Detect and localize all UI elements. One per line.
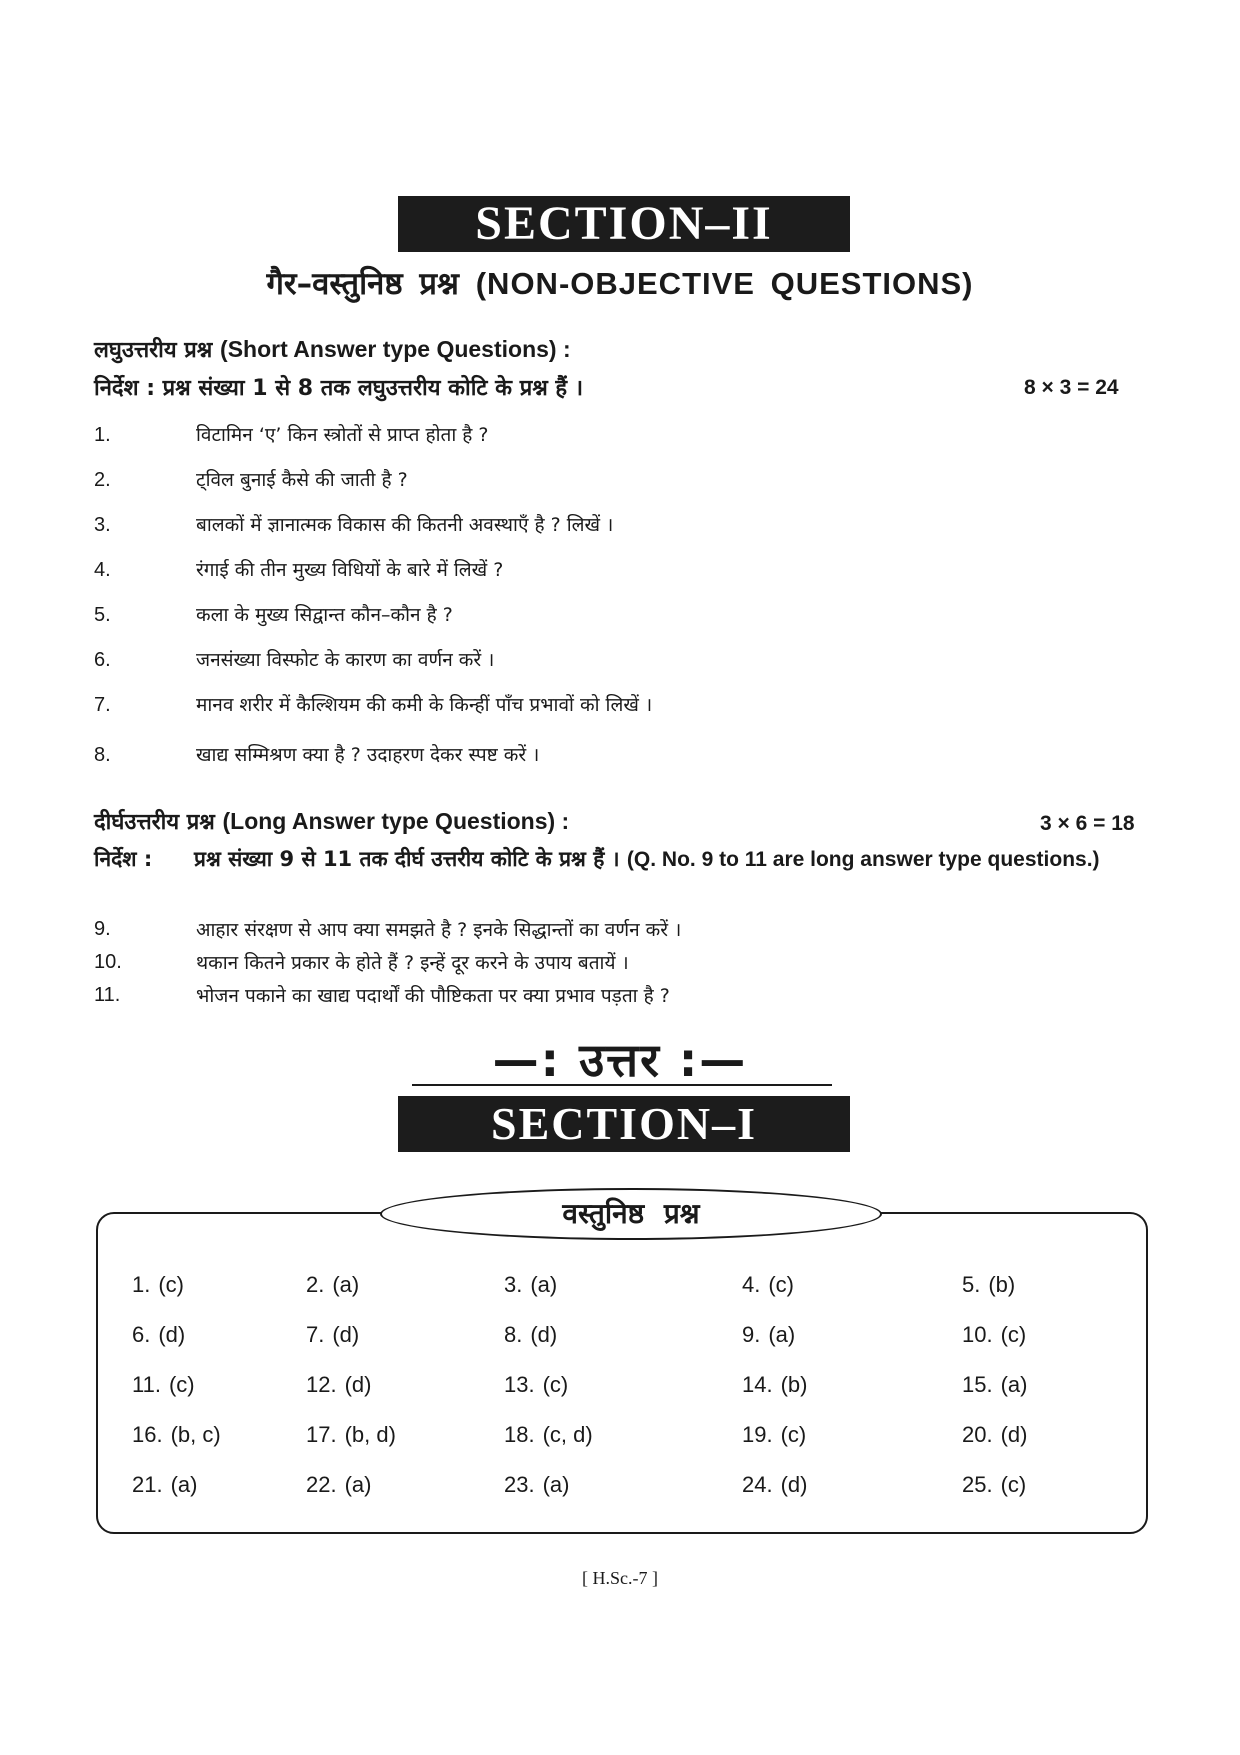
- answer-item: 17. (b, d): [306, 1422, 396, 1447]
- question-number: 5.: [94, 604, 111, 626]
- short-instruction: निर्देश : प्रश्न संख्या 1 से 8 तक लघुउत्तरीय कोटि के प्रश्न हैं ।: [94, 376, 584, 401]
- question-text: ट्विल बुनाई कैसे की जाती है ?: [196, 469, 408, 491]
- instruction-hindi: प्रश्न संख्या 9 से 11 तक दीर्घ उत्तरीय कोटि के प्रश्न हैं ।: [194, 847, 620, 871]
- short-marks: 8 × 3 = 24: [1024, 376, 1119, 399]
- answer-item: 25. (c): [962, 1472, 1027, 1497]
- long-instruction: [94, 842, 1154, 877]
- question-text: विटामिन ‘ए’ किन स्त्रोतों से प्राप्त होता है ?: [196, 424, 489, 446]
- answer-item: 21. (a): [132, 1472, 198, 1497]
- section-1-banner: SECTION–I: [398, 1096, 850, 1152]
- short-label-hindi: लघुउत्तरीय प्रश्न: [94, 338, 213, 363]
- answer-item: 6. (d): [132, 1322, 186, 1347]
- question-text: आहार संरक्षण से आप क्या समझते है ? इनके सिद्धान्तों का वर्णन करें ।: [196, 919, 682, 941]
- answer-item: 18. (c, d): [504, 1422, 593, 1447]
- answer-key-title: वस्तुनिष्ठ प्रश्न: [380, 1188, 882, 1240]
- answer-item: 14. (b): [742, 1372, 808, 1397]
- subtitle-hindi: गैर–वस्तुनिष्ठ प्रश्न: [266, 266, 459, 302]
- question-number: 7.: [94, 694, 111, 716]
- answer-item: 11. (c): [132, 1372, 195, 1397]
- question-number: 10.: [94, 951, 122, 973]
- question-number: 3.: [94, 514, 111, 536]
- answer-item: 7. (d): [306, 1322, 360, 1347]
- short-label-english: (Short Answer type Questions) :: [220, 336, 571, 362]
- question-number: 8.: [94, 744, 111, 766]
- short-answer-label: [94, 334, 571, 364]
- question-text: खाद्य सम्मिश्रण क्या है ? उदाहरण देकर स्पष्ट करें ।: [196, 744, 540, 766]
- question-text: थकान कितने प्रकार के होते हैं ? इन्हें दूर करने के उपाय बतायें ।: [196, 952, 629, 974]
- answer-item: 24. (d): [742, 1472, 808, 1497]
- answer-item: 16. (b, c): [132, 1422, 221, 1447]
- answer-item: 5. (b): [962, 1272, 1016, 1297]
- question-number: 4.: [94, 559, 111, 581]
- answer-item: 12. (d): [306, 1372, 372, 1397]
- instruction-label: निर्देश :: [94, 847, 153, 871]
- answer-item: 13. (c): [504, 1372, 569, 1397]
- subtitle-english: (NON-OBJECTIVE QUESTIONS): [475, 266, 974, 301]
- question-number: 2.: [94, 469, 111, 491]
- question-text: मानव शरीर में कैल्शियम की कमी के किन्हीं पाँच प्रभावों को लिखें ।: [196, 694, 653, 716]
- question-text: कला के मुख्य सिद्वान्त कौन–कौन है ?: [196, 604, 453, 626]
- long-label-hindi: दीर्घउत्तरीय प्रश्न: [94, 810, 215, 835]
- answer-item: 19. (c): [742, 1422, 807, 1447]
- question-number: 6.: [94, 649, 111, 671]
- section-2-banner: SECTION–II: [398, 196, 850, 252]
- answer-item: 3. (a): [504, 1272, 558, 1297]
- question-text: बालकों में ज्ञानात्मक विकास की कितनी अवस्थाएँ है ? लिखें ।: [196, 514, 614, 536]
- answer-item: 22. (a): [306, 1472, 372, 1497]
- question-number: 1.: [94, 424, 111, 446]
- long-marks: 3 × 6 = 18: [1040, 812, 1135, 835]
- page-footer: [ H.Sc.-7 ]: [582, 1568, 658, 1588]
- question-text: भोजन पकाने का खाद्य पदार्थों की पौष्टिकता पर क्या प्रभाव पड़ता है ?: [196, 985, 670, 1007]
- answer-item: 20. (d): [962, 1422, 1028, 1447]
- instruction-english: (Q. No. 9 to 11 are long answer type questions.): [626, 848, 1100, 871]
- question-number: 9.: [94, 918, 111, 940]
- answer-item: 8. (d): [504, 1322, 558, 1347]
- question-text: रंगाई की तीन मुख्य विधियों के बारे में लिखें ?: [196, 559, 504, 581]
- question-number: 11.: [94, 984, 121, 1006]
- answers-heading-underline: [412, 1084, 832, 1086]
- answer-item: 4. (c): [742, 1272, 795, 1297]
- answer-item: 9. (a): [742, 1322, 796, 1347]
- answer-item: 10. (c): [962, 1322, 1027, 1347]
- answer-item: 1. (c): [132, 1272, 185, 1297]
- section-2-subtitle: [0, 262, 1240, 304]
- long-label-english: (Long Answer type Questions) :: [222, 808, 570, 834]
- long-answer-label: [94, 806, 569, 836]
- answer-item: 2. (a): [306, 1272, 360, 1297]
- answer-item: 23. (a): [504, 1472, 570, 1497]
- answers-heading: —: उत्तर :—: [492, 1033, 748, 1087]
- question-text: जनसंख्या विस्फोट के कारण का वर्णन करें ।: [196, 649, 495, 671]
- answer-item: 15. (a): [962, 1372, 1028, 1397]
